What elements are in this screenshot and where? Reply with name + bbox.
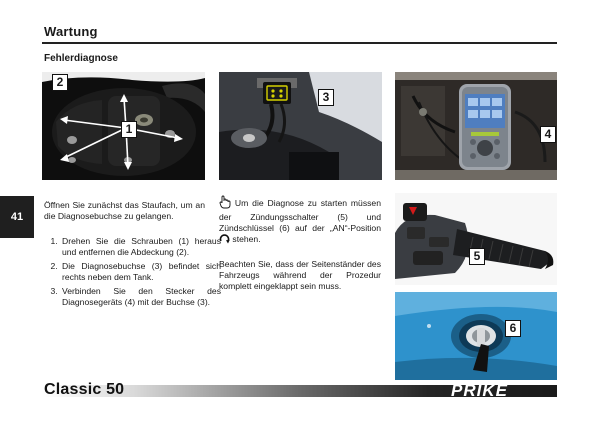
brand-logo: PRIKE	[451, 381, 508, 400]
list-item: 2. Die Diagnosebuchse (3) befindet sich rechts neben dem Tank.	[60, 261, 221, 283]
section-divider	[42, 42, 557, 44]
note-paragraph	[219, 195, 381, 248]
photo-ignition-switch	[395, 193, 557, 285]
page-number-tab: 41	[0, 196, 34, 238]
note-text-end: stehen.	[232, 234, 261, 244]
note-text-start: Um die Diagnose zu starten müssen der Zündungsschalter (5) und Zündschlüssel (6) auf der „AN“-Position	[219, 198, 381, 233]
callout-diagnostic-tool: 4	[540, 126, 556, 143]
list-item: 1. Drehen Sie die Schrauben (1) heraus und entfernen die Abdeckung (2).	[60, 236, 221, 258]
photo-diagnostic-tool	[395, 72, 557, 180]
model-name: Classic 50	[44, 381, 125, 398]
pointing-hand-icon	[219, 195, 231, 212]
diagnostic-tool-illustration	[395, 72, 557, 180]
callout-storage-cover: 2	[52, 74, 68, 91]
callout-screws: 1	[121, 121, 137, 138]
ignition-key-illustration	[395, 292, 557, 380]
section-title: Wartung	[44, 24, 98, 39]
photo-ignition-key	[395, 292, 557, 380]
callout-ignition-key: 6	[505, 320, 521, 337]
sidestand-paragraph: Beachten Sie, dass der Seitenständer des Fahrzeugs während der Prozedur komplett eingeklappt sein muss.	[219, 259, 381, 291]
intro-paragraph: Öffnen Sie zunächst das Staufach, um an die Diagnosebuchse zu gelangen.	[44, 200, 205, 221]
callout-ignition-switch: 5	[469, 248, 485, 265]
photo-diagnostic-socket	[219, 72, 382, 180]
steps-list	[44, 236, 221, 311]
ignition-switch-illustration	[395, 193, 557, 285]
rotate-arrow-icon	[219, 234, 230, 248]
list-item: 3. Verbinden Sie den Stecker des Diagnosegeräts (4) mit der Buchse (3).	[60, 286, 221, 308]
diagnostic-socket-illustration	[219, 72, 382, 180]
callout-diagnostic-socket: 3	[318, 89, 334, 106]
subheading: Fehlerdiagnose	[44, 53, 118, 64]
